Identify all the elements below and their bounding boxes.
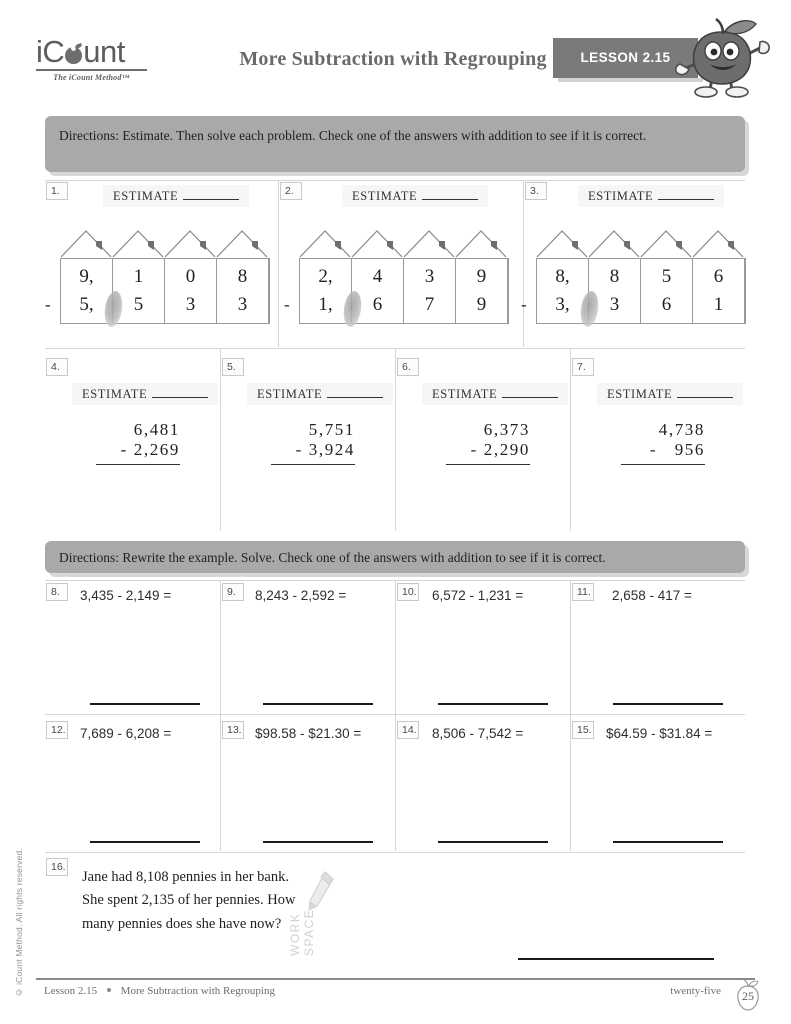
estimate-label-7: ESTIMATE	[607, 387, 673, 401]
page-number: 25	[742, 988, 754, 1003]
section1-divider-1	[278, 181, 279, 347]
rewrite-expression-12: 7,689 - 6,208 =	[80, 726, 172, 741]
apple-mascot-icon	[668, 18, 778, 100]
rewrite-expression-14: 8,506 - 7,542 =	[432, 726, 524, 741]
subtrahend-5: - 3,924	[295, 440, 355, 459]
rewrite-expression-13: $98.58 - $21.30 =	[255, 726, 362, 741]
house-roofs-1	[60, 228, 270, 258]
question-number-13: 13.	[222, 721, 244, 739]
subtrahend-digit: 3	[609, 294, 620, 315]
question-number-7: 7.	[572, 358, 594, 376]
minuend-digit: 2,	[318, 266, 333, 288]
subtrahend-digit: 1	[713, 294, 724, 315]
house-roof-icon	[299, 228, 351, 258]
minuend-digit: 9	[476, 266, 487, 288]
question-number-8: 8.	[46, 583, 68, 601]
answer-line-14[interactable]	[438, 841, 548, 843]
estimate-field-6[interactable]	[422, 383, 568, 405]
footer-rule	[36, 978, 755, 980]
minuend-4: 6,481	[133, 420, 180, 439]
subtrahend-6: - 2,290	[470, 440, 530, 459]
estimate-field-5[interactable]	[247, 383, 393, 405]
question-number-5: 5.	[222, 358, 244, 376]
footer-lesson: Lesson 2.15	[44, 985, 98, 997]
minus-sign-1: -	[45, 295, 51, 314]
column-problem-7[interactable]	[621, 420, 705, 465]
minuend-digit: 8	[609, 266, 620, 288]
minuend-digit: 0	[185, 266, 196, 288]
minuend-6: 6,373	[483, 420, 530, 439]
column-problem-5[interactable]	[271, 420, 355, 465]
section3-divider-3	[570, 581, 571, 851]
estimate-label-1: ESTIMATE	[113, 189, 179, 203]
minuend-digit: 4	[372, 266, 383, 288]
estimate-field-7[interactable]	[597, 383, 743, 405]
answer-rule-4	[96, 464, 180, 465]
house-boxes-2	[284, 258, 509, 324]
minuend-digit: 6	[713, 266, 724, 288]
footer-bullet-icon	[107, 988, 111, 992]
directions-text-1: Directions: Estimate. Then solve each problem. Check one of the answers with addition to see if it is correct.	[59, 128, 647, 143]
page-header	[0, 0, 791, 100]
house-roofs-2	[299, 228, 509, 258]
section2-divider-3	[570, 349, 571, 531]
apple-icon	[64, 44, 83, 65]
estimate-label-2: ESTIMATE	[352, 189, 418, 203]
estimate-label-4: ESTIMATE	[82, 387, 148, 401]
rewrite-expression-10: 6,572 - 1,231 =	[432, 588, 524, 603]
subtrahend-digit: 3	[237, 294, 248, 315]
footer-title: More Subtraction with Regrouping	[120, 985, 275, 997]
house-roof-icon	[536, 228, 588, 258]
answer-line-9[interactable]	[263, 703, 373, 705]
house-roof-icon	[455, 228, 507, 258]
answer-rule-6	[446, 464, 530, 465]
column-problem-6[interactable]	[446, 420, 530, 465]
estimate-field-1[interactable]	[103, 185, 249, 207]
place-value-cell[interactable]	[456, 259, 508, 323]
question-number-2: 2.	[280, 182, 302, 200]
question-number-15: 15.	[572, 721, 594, 739]
estimate-field-4[interactable]	[72, 383, 218, 405]
house-roof-icon	[351, 228, 403, 258]
place-value-cell[interactable]	[693, 259, 745, 323]
minus-sign-2: -	[284, 295, 290, 314]
answer-line-13[interactable]	[263, 841, 373, 843]
place-value-cell[interactable]	[404, 259, 456, 323]
word-problem-text: Jane had 8,108 pennies in her bank. She spent 2,135 of her pennies. How many pennies does she have now?	[82, 869, 296, 932]
rewrite-expression-8: 3,435 - 2,149 =	[80, 588, 172, 603]
house-roof-icon	[588, 228, 640, 258]
minuend-digit: 8	[237, 266, 248, 288]
question-number-16: 16.	[46, 858, 68, 876]
section1-top-rule	[45, 180, 745, 181]
house-roof-icon	[403, 228, 455, 258]
minuend-digit: 9,	[79, 266, 94, 288]
question-number-10: 10.	[397, 583, 419, 601]
answer-rule-5	[271, 464, 355, 465]
house-problem-3	[521, 228, 746, 324]
pencil-icon	[305, 870, 339, 914]
minuend-digit: 8,	[555, 266, 570, 288]
estimate-field-3[interactable]	[578, 185, 724, 207]
copyright-text: © iCount Method. All rights reserved.	[14, 848, 24, 998]
question-number-6: 6.	[397, 358, 419, 376]
question-number-3: 3.	[525, 182, 547, 200]
place-value-cell[interactable]	[641, 259, 693, 323]
house-roof-icon	[164, 228, 216, 258]
page-title: More Subtraction with Regrouping	[239, 48, 547, 70]
subtrahend-digit: 5	[133, 294, 144, 315]
question-number-4: 4.	[46, 358, 68, 376]
estimate-label-6: ESTIMATE	[432, 387, 498, 401]
question-number-12: 12.	[46, 721, 68, 739]
section1-divider-2	[523, 181, 524, 347]
minuend-5: 5,751	[308, 420, 355, 439]
house-problem-1	[45, 228, 270, 324]
answer-line-15[interactable]	[613, 841, 723, 843]
directions-bar-2	[45, 541, 745, 573]
minuend-digit: 1	[133, 266, 144, 288]
subtrahend-digit: 7	[424, 294, 435, 315]
subtrahend-digit: 9	[476, 294, 487, 315]
logo-text-post: unt	[83, 34, 125, 69]
estimate-field-2[interactable]	[342, 185, 488, 207]
question-number-14: 14.	[397, 721, 419, 739]
directions-text-2: Directions: Rewrite the example. Solve. Check one of the answers with addition to see if it is correct.	[59, 550, 606, 565]
house-boxes-1	[45, 258, 270, 324]
answer-line-10[interactable]	[438, 703, 548, 705]
subtrahend-4: - 2,269	[120, 440, 180, 459]
footer-page-word: twenty-five	[670, 985, 721, 997]
page-number-badge	[731, 979, 765, 1013]
house-roof-icon	[640, 228, 692, 258]
logo-text-pre: iC	[36, 34, 65, 69]
house-roof-icon	[112, 228, 164, 258]
answer-line-11[interactable]	[613, 703, 723, 705]
subtrahend-digit: 3	[185, 294, 196, 315]
house-boxes-3	[521, 258, 746, 324]
footer-left	[44, 985, 275, 997]
place-value-cell[interactable]	[165, 259, 217, 323]
rewrite-expression-9: 8,243 - 2,592 =	[255, 588, 347, 603]
column-problem-4[interactable]	[96, 420, 180, 465]
icount-logo	[36, 36, 151, 82]
subtrahend-digit: 3,	[555, 294, 570, 315]
section3-divider-2	[395, 581, 396, 851]
subtrahend-digit: 6	[661, 294, 672, 315]
rewrite-expression-11: 2,658 - 417 =	[612, 588, 692, 603]
place-value-cell[interactable]	[217, 259, 269, 323]
logo-wordmark	[36, 36, 151, 67]
subtrahend-digit: 1,	[318, 294, 333, 315]
estimate-label-3: ESTIMATE	[588, 189, 654, 203]
minuend-digit: 5	[661, 266, 672, 288]
answer-line-8[interactable]	[90, 703, 200, 705]
subtrahend-digit: 5,	[79, 294, 94, 315]
subtrahend-digit: 6	[372, 294, 383, 315]
house-roof-icon	[60, 228, 112, 258]
section2-divider-1	[220, 349, 221, 531]
house-roof-icon	[692, 228, 744, 258]
house-roofs-3	[536, 228, 746, 258]
minuend-digit: 3	[424, 266, 435, 288]
directions-bar-1	[45, 116, 745, 172]
answer-rule-7	[621, 464, 705, 465]
section2-divider-2	[395, 349, 396, 531]
question-number-11: 11.	[572, 583, 594, 601]
section3-divider-1	[220, 581, 221, 851]
minus-sign-3: -	[521, 295, 527, 314]
subtrahend-7: - 956	[649, 440, 705, 459]
question-number-1: 1.	[46, 182, 68, 200]
section3-bottom-rule	[45, 852, 745, 853]
answer-line-16[interactable]	[518, 958, 714, 960]
lesson-badge-label: LESSON 2.15	[580, 50, 671, 65]
logo-divider	[36, 69, 147, 71]
answer-line-12[interactable]	[90, 841, 200, 843]
minuend-7: 4,738	[658, 420, 705, 439]
logo-tagline: The iCount Method™	[53, 72, 130, 82]
house-problem-2	[284, 228, 509, 324]
question-number-9: 9.	[222, 583, 244, 601]
work-space-label: WORK SPACE	[288, 908, 316, 956]
estimate-label-5: ESTIMATE	[257, 387, 323, 401]
house-roof-icon	[216, 228, 268, 258]
rewrite-expression-15: $64.59 - $31.84 =	[606, 726, 713, 741]
